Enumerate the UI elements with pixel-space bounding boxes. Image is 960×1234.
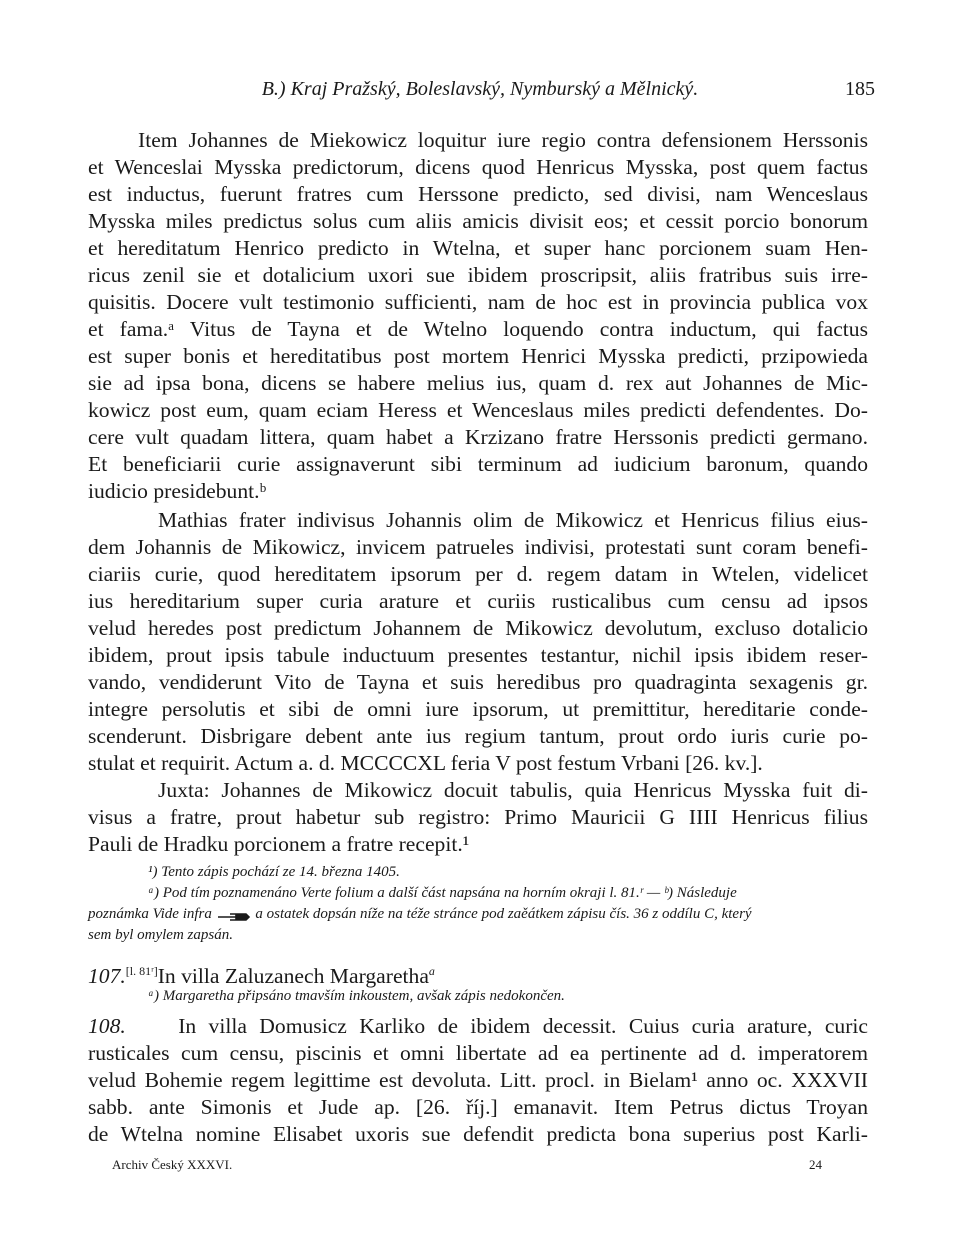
footnote-text: ᵃ) Margaretha připsáno tmavším inkoustem, avšak zápis nedokončen.: [148, 988, 565, 1004]
paragraph-2: [88, 507, 868, 777]
entry-first-line: In villa Domusicz Karliko de ibidem decessit. Cuius curia arature, curic: [178, 1014, 868, 1038]
footnote-marker: a: [428, 964, 435, 978]
footer-signature: Archiv Český XXXVI.: [112, 1157, 233, 1172]
text-line: et fama.ᵃ Vitus de Tayna et de Wtelno loquendo contra inductum, qui factus: [88, 317, 868, 341]
text-line: iudicio presidebunt.ᵇ: [88, 479, 267, 503]
text-line: Mysska miles predictus solus cum aliis amicis divisit eos; et cessit porcio bonorum: [88, 209, 868, 233]
text-line: Mathias frater indivisus Johannis olim de Mikowicz et Henricus filius eius-: [158, 508, 868, 532]
footnote-a-b-end: sem byl omylem zapsán.: [88, 927, 233, 943]
paragraph-3: [88, 777, 868, 858]
text-line: et Wenceslai Mysska predictorum, dicens quod Henricus Mysska, post quem factus: [88, 155, 868, 179]
text-line: vando, vendiderunt Vito de Tayna et suis heredibus pro quadraginta sexagenis gr.: [88, 670, 868, 694]
footnotes-block: [88, 862, 868, 946]
running-head: B.) Kraj Pražský, Boleslavský, Nymburský a Mělnický.: [261, 78, 699, 100]
footnote-a-b-continued: [88, 904, 868, 925]
entry-number: 108.: [88, 1014, 126, 1038]
text-line: [88, 1013, 868, 1040]
entry-number: 107.: [88, 964, 126, 989]
text-line: Et beneficiarii curie assignaverunt sibi terminum ad iudicium baronum, quando: [88, 452, 868, 476]
text-line: ricus zenil sie et dotalicium uxori sue ibidem proscripsit, aliis fratribus suis irre-: [88, 263, 868, 287]
text-line: visus a fratre, prout habetur sub registro: Primo Mauricii G IIII Henricus filius: [88, 805, 868, 829]
text-line: ciariis curie, quod hereditatem ipsorum per d. regem datam in Wtelen, videlicet: [88, 562, 868, 586]
footnote-text: poznámka Vide infra: [88, 906, 212, 922]
text-line: dem Johannis de Mikowicz, invicem patrueles indivisi, protestati sunt coram benefi-: [88, 535, 868, 559]
text-line: velud heredes post predictum Johannem de Mikowicz devolutum, excluso dotalicio: [88, 616, 868, 640]
text-line: Item Johannes de Miekowicz loquitur iure regio contra defensionem Herssonis: [138, 128, 868, 152]
page-footer: [112, 1157, 822, 1173]
footnote-1: ¹) Tento zápis pochází ze 14. března 1405.: [148, 864, 400, 880]
page-number: 185: [845, 78, 875, 100]
text-line: et hereditatum Henrico predicto in Wtelna, et super hanc porcionem suam Hen-: [88, 236, 868, 260]
text-line: scenderunt. Disbrigare debent ante ius regium tantum, prout ordo iuris curie po-: [88, 724, 868, 748]
pointing-hand-icon: [216, 909, 252, 921]
text-line: est super bonis et hereditatibus post mortem Henrici Mysska predicti, przipowieda: [88, 344, 868, 368]
text-line: ibidem, prout ipsis tabule inductuum presentes testantur, nichil ipsis ibidem reser-: [88, 643, 868, 667]
text-line: rusticales cum censu, piscinis et omni libertate ad ea pertinente ad d. imperatorem: [88, 1041, 868, 1065]
footnote-a-b: ᵃ) Pod tím poznamenáno Verte folium a další část napsána na horním okraji l. 81.ʳ — ᵇ) Následuje: [148, 885, 737, 901]
signature-mark: 24: [809, 1157, 822, 1172]
text-line: est inductus, fuerunt fratres cum Herssone predicto, sed divisi, nam Wenceslaus: [88, 182, 868, 206]
text-line: sie ad ipsa bona, dicens se habere melius ius, quam d. rex aut Johannes de Mic-: [88, 371, 868, 395]
entry-107-footnote: [88, 986, 868, 1007]
text-line: sabb. ante Simonis et Jude ap. [26. říj.] emanavit. Item Petrus dictus Troyan: [88, 1095, 868, 1119]
text-line: kowicz post eum, quam eciam Heress et Wenceslaus miles predicti defendentes. Do-: [88, 398, 868, 422]
text-line: Pauli de Hradku porcionem a fratre recepit.¹: [88, 832, 470, 856]
text-line: de Wtelna nomine Elisabet uxoris sue defendit predicta bona superius post Karli-: [88, 1122, 868, 1146]
entry-text: In villa Zaluzanech Margaretha: [157, 964, 429, 989]
text-line: integre persolutis et sibi de omni iure ipsorum, ut premittitur, hereditarie conde-: [88, 697, 868, 721]
text-line: cere vult quadam littera, quam habet a Krzizano fratre Herssonis predicti germano.: [88, 425, 868, 449]
entry-108-text: [88, 1013, 868, 1148]
folio-reference: [l. 81ʳ]: [125, 964, 158, 978]
text-line: velud Bohemie regem legittime est devoluta. Litt. procl. in Bielam¹ anno oc. XXXVII: [88, 1068, 868, 1092]
text-line: stulat et requirit. Actum a. d. MCCCCXL feria V post festum Vrbani [26. kv.].: [88, 751, 763, 775]
page-header: [85, 78, 875, 108]
footnote-text: a ostatek dopsán níže na téže stránce pod zaěátkem zápisu čís. 36 z oddílu C, který: [255, 906, 752, 922]
text-line: quisitis. Docere vult testimonio sufficienti, nam de hoc est in provincia publica vox: [88, 290, 868, 314]
paragraph-1: [88, 127, 868, 505]
text-line: Juxta: Johannes de Mikowicz docuit tabulis, quia Henricus Mysska fuit di-: [158, 778, 868, 802]
text-line: ius hereditarium super curia arature et curiis rusticalibus cum censu ad ipsos: [88, 589, 868, 613]
